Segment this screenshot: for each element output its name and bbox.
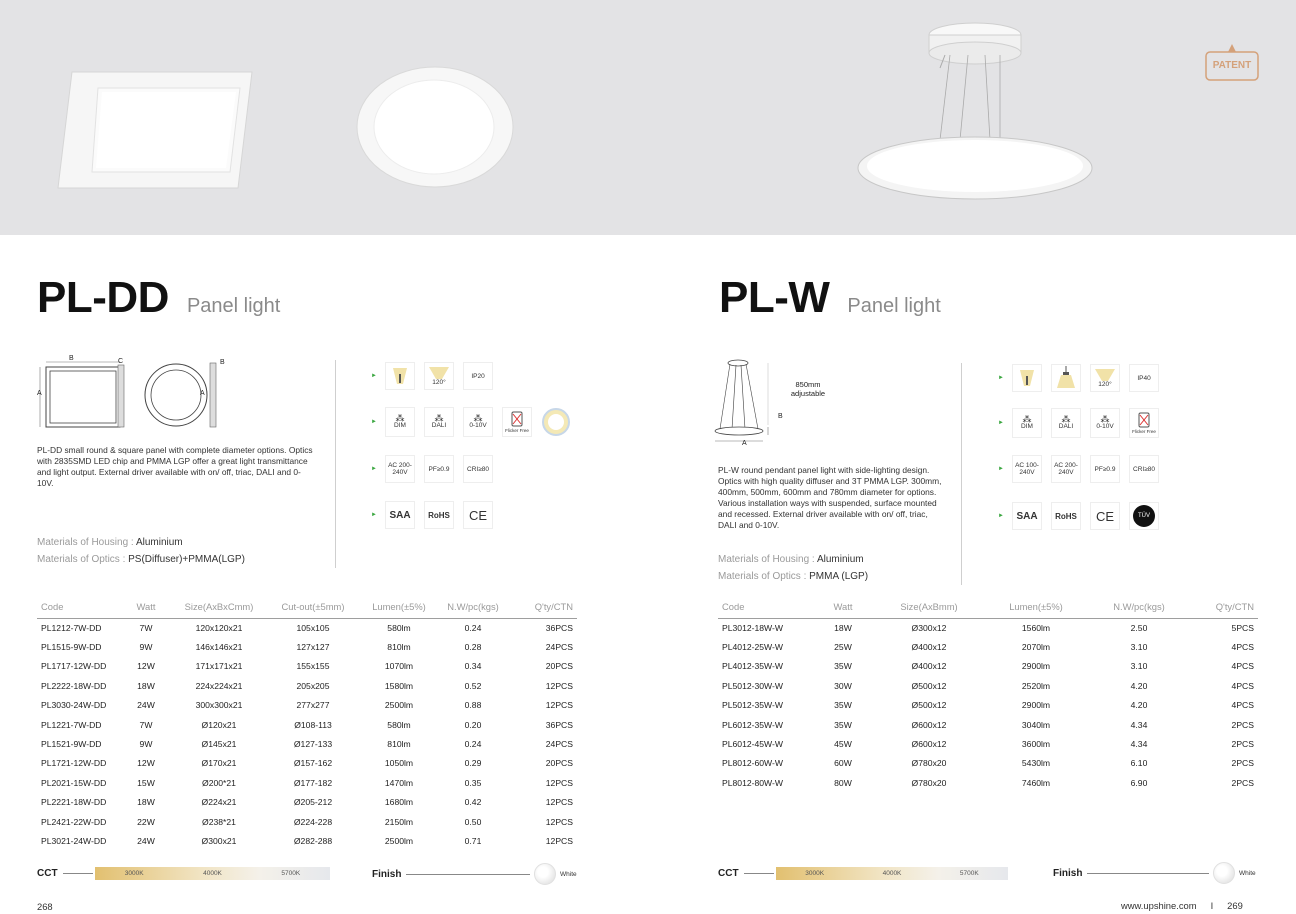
table-cell: PL1721-12W-DD (41, 758, 107, 769)
table-cell: 4PCS (1231, 680, 1254, 691)
table-cell: Ø500x12 (911, 680, 947, 691)
table-row (37, 637, 577, 656)
table-row (718, 637, 1258, 656)
icon-row-dimming (998, 408, 1168, 438)
table-cell: Ø600x12 (911, 739, 947, 750)
spec-table-body (718, 618, 1258, 793)
table-cell: 36PCS (545, 719, 573, 730)
optics-label: Materials of Optics : (718, 571, 807, 582)
table-cell: 18W (834, 622, 852, 633)
table-cell: 0.50 (464, 816, 482, 827)
table-cell: 2070lm (1021, 642, 1051, 653)
cct-scale (37, 867, 330, 880)
slide-switch-badge-icon (541, 407, 571, 437)
housing-label: Materials of Housing : (37, 537, 134, 548)
table-cell: 12PCS (545, 835, 573, 846)
cct-leader-line (744, 873, 774, 874)
table-row (37, 676, 577, 695)
beam-angle-icon: 120° (1090, 364, 1120, 392)
table-cell: 24W (137, 835, 155, 846)
ac-voltage-200-icon: AC 200-240V (1051, 455, 1081, 483)
table-cell: 7460lm (1021, 777, 1051, 788)
table-cell: PL5012-30W-W (722, 680, 783, 691)
optics-value: PMMA (LGP) (809, 571, 869, 582)
table-cell: Ø205-212 (293, 797, 333, 808)
rohs-icon: RoHS (1051, 502, 1081, 530)
table-cell: 0.71 (464, 835, 482, 846)
website-link[interactable]: www.upshine.com (1121, 900, 1197, 911)
dim-icon: ⁂ DIM (1012, 408, 1042, 438)
table-cell: 7W (139, 622, 153, 633)
cri-icon: CRI≥80 (463, 455, 493, 483)
table-cell: PL3012-18W-W (722, 622, 783, 633)
table-cell: 12PCS (545, 777, 573, 788)
table-cell: 25W (834, 642, 852, 653)
table-cell: 4PCS (1231, 661, 1254, 672)
table-cell: 2PCS (1231, 719, 1254, 730)
table-cell: Ø400x12 (911, 642, 947, 653)
ip-rating-icon: IP40 (1129, 364, 1159, 392)
cct-label: CCT (718, 868, 739, 879)
cct-3000k: 3000K (124, 870, 144, 877)
table-cell: 20PCS (545, 758, 573, 769)
table-cell: 3.10 (1130, 661, 1148, 672)
table-cell: 1680lm (384, 797, 414, 808)
table-cell: PL6012-35W-W (722, 719, 783, 730)
icon-row-electrical (371, 455, 502, 483)
rohs-icon: RoHS (424, 501, 454, 529)
table-cell: 30W (834, 680, 852, 691)
icon-row-certifications (371, 501, 502, 529)
table-cell: 2520lm (1021, 680, 1051, 691)
product-photos (0, 0, 1296, 235)
square-drawing (40, 362, 124, 427)
table-cell: 146x146x21 (195, 642, 243, 653)
cct-4000k: 4000K (882, 870, 902, 877)
housing-label: Materials of Housing : (718, 554, 815, 565)
materials-block (718, 551, 868, 585)
beam-person-icon (1012, 364, 1042, 392)
table-cell: Ø780x20 (911, 758, 947, 769)
table-cell: 45W (834, 739, 852, 750)
table-cell: 9W (139, 642, 153, 653)
table-cell: 36PCS (545, 622, 573, 633)
product-subtitle: Panel light (186, 295, 281, 317)
table-cell: Ø157-162 (293, 758, 333, 769)
table-cell: 3040lm (1021, 719, 1051, 730)
ce-icon: CE (1090, 502, 1120, 530)
table-cell: 2900lm (1021, 661, 1051, 672)
table-cell: Ø282-288 (293, 835, 333, 846)
column-divider (335, 360, 336, 568)
round-drawing (145, 363, 216, 427)
table-cell: Ø780x20 (911, 777, 947, 788)
ac-voltage-100-icon: AC 100-240V (1012, 455, 1042, 483)
page-number: 268 (37, 901, 53, 912)
cri-icon: CRI≥80 (1129, 455, 1159, 483)
finish-leader-line (1087, 873, 1209, 874)
table-row (718, 715, 1258, 734)
table-row (718, 696, 1258, 715)
bullet-arrow-icon: ► (371, 373, 377, 379)
col-weight: N.W/pc(kgs) (440, 595, 506, 618)
table-cell: 12PCS (545, 797, 573, 808)
table-cell: 300x300x21 (195, 700, 243, 711)
tuv-icon: TÜV (1129, 502, 1159, 530)
finish-leader-line (406, 874, 530, 875)
saa-icon: SAA (1012, 502, 1042, 530)
beam-angle-icon: 120° (424, 362, 454, 390)
page-pl-dd (0, 235, 648, 914)
dim-label-a2: A (200, 390, 205, 397)
table-cell: 5430lm (1021, 758, 1051, 769)
table-header-row (37, 595, 577, 618)
ip-rating-icon: IP20 (463, 362, 493, 390)
ac-voltage-icon: AC 200-240V (385, 455, 415, 483)
table-cell: 20PCS (545, 661, 573, 672)
optics-label: Materials of Optics : (37, 554, 126, 565)
table-cell: PL3021-24W-DD (41, 835, 107, 846)
table-row (37, 812, 577, 831)
table-cell: 0.52 (464, 680, 482, 691)
table-cell: 12W (137, 758, 155, 769)
table-cell: PL8012-60W-W (722, 758, 783, 769)
table-cell: Ø600x12 (911, 719, 947, 730)
table-cell: Ø145x21 (201, 739, 237, 750)
finish-value: White (560, 870, 577, 878)
spec-table-body (37, 618, 577, 851)
dim-icon: ⁂ DIM (385, 407, 415, 437)
footer-separator: I (1210, 900, 1214, 911)
power-factor-icon: PF≥0.9 (1090, 455, 1120, 483)
table-cell: PL5012-35W-W (722, 700, 783, 711)
table-cell: 1050lm (384, 758, 414, 769)
page-number: 269 (1227, 900, 1243, 911)
pendant-beam-icon (1051, 364, 1081, 392)
cct-3000k: 3000K (805, 870, 825, 877)
cct-5700k: 5700K (959, 870, 979, 877)
finish-value: White (1239, 869, 1256, 877)
table-cell: 7W (139, 719, 153, 730)
product-subtitle: Panel light (847, 295, 941, 317)
optics-value: PS(Diffuser)+PMMA(LGP) (128, 554, 245, 565)
housing-value: Aluminium (816, 554, 864, 565)
table-cell: 3.10 (1130, 642, 1148, 653)
power-factor-icon: PF≥0.9 (424, 455, 454, 483)
table-cell: 60W (834, 758, 852, 769)
table-cell: 6.90 (1130, 777, 1148, 788)
table-cell: 1070lm (384, 661, 414, 672)
product-heading (719, 273, 941, 323)
table-cell: 4PCS (1231, 642, 1254, 653)
table-cell: 580lm (387, 622, 411, 633)
table-cell: Ø224-228 (293, 816, 333, 827)
pendant-panel-photo (858, 23, 1092, 199)
height-label: 850mm adjustable (790, 380, 826, 398)
dim-label-c: C (118, 358, 124, 365)
footer (1121, 900, 1243, 911)
table-cell: 6.10 (1130, 758, 1148, 769)
table-cell: PL4012-25W-W (722, 642, 783, 653)
materials-block (37, 534, 245, 568)
table-cell: 205x205 (296, 680, 330, 691)
table-cell: 2500lm (384, 700, 414, 711)
col-size: Size(AxBmm) (878, 595, 980, 618)
table-row (37, 696, 577, 715)
dim-label-a: A (37, 390, 42, 397)
table-cell: Ø300x12 (911, 622, 947, 633)
table-row (718, 618, 1258, 637)
bullet-arrow-icon: ► (371, 512, 377, 518)
table-cell: 4.34 (1130, 719, 1148, 730)
table-cell: 18W (137, 680, 155, 691)
table-cell: 12PCS (545, 816, 573, 827)
table-cell: 0.24 (464, 739, 482, 750)
table-row (718, 676, 1258, 695)
table-cell: 2900lm (1021, 700, 1051, 711)
table-cell: 2PCS (1231, 758, 1254, 769)
bullet-arrow-icon: ► (371, 466, 377, 472)
table-row (718, 754, 1258, 773)
col-code: Code (37, 595, 122, 618)
table-cell: Ø238*21 (202, 816, 236, 827)
table-cell: PL1521-9W-DD (41, 739, 102, 750)
table-cell: PL2421-22W-DD (41, 816, 107, 827)
finish-swatch (1053, 862, 1256, 884)
col-lumen: Lumen(±5%) (980, 595, 1092, 618)
table-cell: Ø177-182 (293, 777, 333, 788)
table-row (37, 618, 577, 637)
table-cell: PL1212-7W-DD (41, 622, 102, 633)
icon-row-optics (371, 362, 502, 390)
table-row (718, 657, 1258, 676)
table-cell: 3600lm (1021, 739, 1051, 750)
table-cell: Ø170x21 (201, 758, 237, 769)
zero-to-ten-volt-icon: ⁂ 0-10V (463, 407, 493, 437)
table-cell: PL2222-18W-DD (41, 680, 107, 691)
table-cell: Ø127-133 (293, 739, 333, 750)
page-pl-w (648, 235, 1296, 914)
ce-icon: CE (463, 501, 493, 529)
col-lumen: Lumen(±5%) (358, 595, 440, 618)
table-cell: 0.20 (464, 719, 482, 730)
table-cell: 4.20 (1130, 700, 1148, 711)
beam-person-icon (385, 362, 415, 390)
square-panel-photo (58, 72, 252, 188)
bullet-arrow-icon: ► (998, 513, 1004, 519)
table-cell: 0.29 (464, 758, 482, 769)
table-cell: 120x120x21 (195, 622, 243, 633)
table-cell: PL1221-7W-DD (41, 719, 102, 730)
saa-icon: SAA (385, 501, 415, 529)
pendant-dimension-drawing (712, 357, 802, 449)
table-cell: 1560lm (1021, 622, 1051, 633)
finish-swatch (372, 863, 577, 885)
product-description: PL-W round pendant panel light with side-lighting design. Optics with high quality diffuser and 3T PMMA LGP. 300mm, 400mm, 500mm, 600mm and 780mm diameter for options. Various installation ways with suspended, surface mounted and recessed. External driver available with on/ off, triac, DALI and 0-10V. (718, 465, 942, 530)
table-cell: 18W (137, 797, 155, 808)
table-row (37, 715, 577, 734)
table-cell: PL2221-18W-DD (41, 797, 107, 808)
table-cell: 810lm (387, 642, 411, 653)
table-cell: 127x127 (296, 642, 330, 653)
table-cell: Ø300x21 (201, 835, 237, 846)
table-cell: 2500lm (384, 835, 414, 846)
dali-icon: ⁂ DALI (424, 407, 454, 437)
product-code-title: PL-DD (37, 273, 169, 322)
dim-label-b2: B (220, 359, 225, 366)
icon-row-electrical (998, 455, 1168, 483)
bullet-arrow-icon: ► (998, 420, 1004, 426)
table-cell: 24W (137, 700, 155, 711)
table-cell: 0.24 (464, 622, 482, 633)
col-qty: Q'ty/CTN (1186, 595, 1258, 618)
finish-label: Finish (1053, 867, 1083, 879)
table-cell: PL1515-9W-DD (41, 642, 102, 653)
table-cell: 171x171x21 (195, 661, 243, 672)
table-cell: 0.35 (464, 777, 482, 788)
table-cell: Ø200*21 (202, 777, 236, 788)
table-cell: 0.28 (464, 642, 482, 653)
round-panel-photo (357, 67, 513, 187)
col-weight: N.W/pc(kgs) (1092, 595, 1186, 618)
col-watt: Watt (808, 595, 878, 618)
table-cell: 580lm (387, 719, 411, 730)
table-cell: 0.88 (464, 700, 482, 711)
table-row (37, 734, 577, 753)
table-cell: 12W (137, 661, 155, 672)
table-cell: 24PCS (545, 642, 573, 653)
cct-label: CCT (37, 868, 58, 879)
table-cell: 4.34 (1130, 739, 1148, 750)
table-cell: Ø400x12 (911, 661, 947, 672)
table-row (718, 734, 1258, 753)
housing-value: Aluminium (135, 537, 183, 548)
table-cell: 12PCS (545, 680, 573, 691)
col-cutout: Cut-out(±5mm) (268, 595, 358, 618)
table-header-row (718, 595, 1258, 618)
flicker-free-icon: Flicker Free (1129, 408, 1159, 438)
table-cell: 105x105 (296, 622, 330, 633)
white-swatch-icon (534, 863, 556, 885)
table-cell: 80W (834, 777, 852, 788)
column-divider (961, 363, 962, 585)
white-swatch-icon (1213, 862, 1235, 884)
icon-row-certifications (998, 502, 1168, 530)
product-heading (37, 273, 280, 323)
col-qty: Q'ty/CTN (506, 595, 577, 618)
dim-label-a: A (742, 440, 747, 447)
table-cell: 2.50 (1130, 622, 1148, 633)
dali-icon: ⁂ DALI (1051, 408, 1081, 438)
table-cell: 4.20 (1130, 680, 1148, 691)
cct-4000k: 4000K (203, 870, 222, 877)
zero-to-ten-volt-icon: ⁂ 0-10V (1090, 408, 1120, 438)
table-cell: Ø500x12 (911, 700, 947, 711)
dim-label-b: B (69, 355, 74, 362)
bullet-arrow-icon: ► (998, 466, 1004, 472)
cct-gradient-bar (776, 867, 1008, 880)
table-cell: 277x277 (296, 700, 330, 711)
table-cell: 4PCS (1231, 700, 1254, 711)
table-cell: 12PCS (545, 700, 573, 711)
table-cell: 810lm (387, 739, 411, 750)
spec-table (37, 595, 577, 851)
table-cell: 2PCS (1231, 739, 1254, 750)
table-cell: 35W (834, 661, 852, 672)
table-row (37, 657, 577, 676)
table-row (37, 793, 577, 812)
table-cell: Ø120x21 (201, 719, 237, 730)
flicker-free-icon: Flicker Free (502, 407, 532, 437)
col-code: Code (718, 595, 808, 618)
table-cell: PL2021-15W-DD (41, 777, 107, 788)
patent-label: PATENT (1212, 60, 1252, 71)
icon-row-dimming (371, 407, 580, 437)
table-cell: 1470lm (384, 777, 414, 788)
table-cell: PL8012-80W-W (722, 777, 783, 788)
table-cell: 0.34 (464, 661, 482, 672)
col-watt: Watt (122, 595, 170, 618)
bullet-arrow-icon: ► (371, 419, 377, 425)
table-cell: 15W (137, 777, 155, 788)
table-cell: 35W (834, 700, 852, 711)
spec-table (718, 595, 1258, 793)
table-cell: PL1717-12W-DD (41, 661, 107, 672)
table-row (37, 754, 577, 773)
cct-gradient-bar (95, 867, 330, 880)
icon-row-optics (998, 364, 1168, 392)
table-cell: 224x224x21 (195, 680, 243, 691)
table-cell: Ø108-113 (294, 719, 332, 730)
table-cell: PL4012-35W-W (722, 661, 783, 672)
product-code-title: PL-W (719, 273, 830, 322)
cct-5700k: 5700K (281, 870, 301, 877)
table-cell: 1580lm (384, 680, 414, 691)
table-row (718, 773, 1258, 792)
cct-scale (718, 867, 1008, 880)
table-cell: 155x155 (296, 661, 330, 672)
bullet-arrow-icon: ► (998, 375, 1004, 381)
table-cell: 22W (137, 816, 155, 827)
dim-label-b: B (778, 413, 783, 420)
table-row (37, 831, 577, 850)
table-cell: 35W (834, 719, 852, 730)
cct-leader-line (63, 873, 93, 874)
table-cell: PL6012-45W-W (722, 739, 783, 750)
product-photo-banner (0, 0, 1296, 235)
table-row (37, 773, 577, 792)
table-cell: 2150lm (384, 816, 414, 827)
table-cell: 9W (139, 739, 153, 750)
finish-label: Finish (372, 868, 402, 880)
col-size: Size(AxBxCmm) (170, 595, 268, 618)
table-cell: Ø224x21 (201, 797, 237, 808)
table-cell: 2PCS (1231, 777, 1254, 788)
table-cell: 24PCS (545, 739, 573, 750)
product-description: PL-DD small round & square panel with complete diameter options. Optics with 2835SMD LED chip and PMMA LGP offer a great light transmittance and light output. External driver available with on/ off, triac, DALI and 0-10V. (37, 445, 313, 488)
table-cell: PL3030-24W-DD (41, 700, 107, 711)
table-cell: 0.42 (464, 797, 482, 808)
table-cell: 5PCS (1231, 622, 1254, 633)
